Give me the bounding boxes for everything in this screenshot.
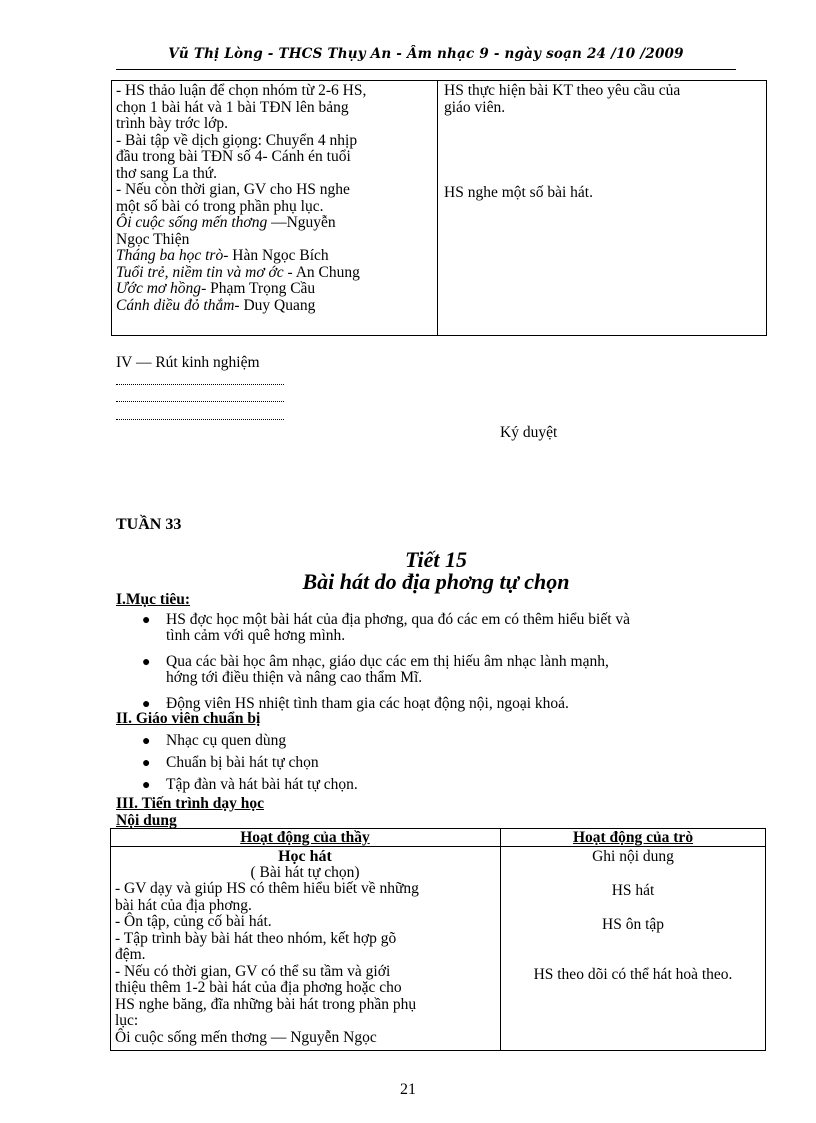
song-title: Tháng ba học trò (116, 247, 224, 264)
teacher-activity-line: thơ sang La thứ. (116, 164, 217, 182)
song-title: Ôi cuộc sống mến thơng (116, 214, 268, 231)
bullet-icon: ● (142, 778, 151, 793)
process-teacher-cell (115, 881, 499, 1046)
student-activity: Ghi nội dung (592, 848, 674, 865)
teacher-activity-line: đầu trong bài TĐN số 4- Cánh én tuổi (116, 148, 351, 165)
top-table-teacher-cell (116, 83, 434, 314)
teacher-activity-line: - Nếu có thời gian, GV có thể su tầm và giới (115, 962, 391, 980)
header-rule (116, 69, 736, 70)
process-subheading: Nội dung (116, 812, 177, 829)
teacher-activity-line: HS nghe băng, đĩa những bài hát trong phần phụ (115, 995, 417, 1013)
teacher-activity-line: bài hát của địa phơng. (115, 896, 252, 914)
student-activity-line: giáo viên. (444, 98, 506, 116)
teacher-activity-line: trình bày trớc lớp. (116, 115, 228, 132)
objective-item: ● Động viên HS nhiệt tình tham gia các hoạt động nội, ngoại khoá. (142, 695, 569, 712)
song-line (116, 215, 434, 232)
page-header: Vũ Thị Lòng - THCS Thụy An - Âm nhạc 9 - ngày soạn 24 /10 /2009 (168, 46, 684, 62)
review-heading: IV — Rút kinh nghiệm (116, 354, 260, 371)
song-author: - Duy Quang (234, 296, 316, 314)
activity-subtitle: ( Bài hát tự chọn) (250, 864, 360, 881)
teacher-activity-line: - Bài tập về dịch giọng: Chuyển 4 nhịp (116, 131, 358, 149)
top-table-student-cell-1 (444, 83, 762, 116)
objective-item: ● HS đợc học một bài hát của địa phơng, qua đó các em có thêm hiểu biết và tình cảm với quê hơng mình. (142, 611, 631, 644)
process-heading: III. Tiến trình dạy học (116, 795, 265, 812)
week-label: TUẦN 33 (116, 516, 182, 533)
bullet-icon: ● (142, 655, 151, 670)
teacher-activity-line: chọn 1 bài hát và 1 bài TĐN lên bảng (116, 98, 349, 116)
teacher-activity-line: - GV dạy và giúp HS có thêm hiểu biết về những (115, 880, 419, 897)
student-activity-line: HS nghe một số bài hát. (444, 184, 593, 201)
review-dotted-line (116, 401, 284, 402)
teacher-activity-line: - Nếu còn thời gian, GV cho HS nghe (116, 181, 350, 198)
song-line (116, 232, 434, 249)
song-line (116, 248, 434, 265)
bullet-icon: ● (142, 756, 151, 771)
song-title: Ước mơ hồng (116, 280, 202, 297)
teacher-activity-line: đệm. (115, 946, 146, 963)
teacher-activity-line: - Tập trình bày bài hát theo nhóm, kết hợp gõ (115, 929, 397, 947)
top-table-divider (437, 80, 438, 336)
review-dotted-line (116, 419, 284, 420)
bullet-icon: ● (142, 613, 151, 628)
objective-item: ● Qua các bài học âm nhạc, giáo dục các em thị hiếu âm nhạc lành mạnh, hớng tới điều thiện và nâng cao thẩm Mĩ. (142, 653, 609, 686)
top-table-student-cell-2 (444, 185, 762, 202)
teacher-activity-line: lục: (115, 1012, 139, 1029)
song-line (116, 298, 434, 315)
song-author: —Nguyễn (267, 214, 336, 231)
preparation-item: ● Chuẩn bị bài hát tự chọn (142, 754, 319, 771)
song-line (116, 265, 434, 282)
song-title: Cánh diều đỏ thắm (116, 296, 235, 314)
teacher-activity-line: - Ôn tập, củng cố bài hát. (115, 913, 272, 930)
teacher-activity-line: thiệu thêm 1-2 bài hát của địa phơng hoặc cho (115, 979, 402, 996)
approval-label: Ký duyệt (500, 424, 558, 441)
song-author: - Phạm Trọng Cầu (201, 280, 316, 297)
bullet-icon: ● (142, 697, 151, 712)
column-header-student: Hoạt động của trò (572, 829, 694, 846)
process-table-header-rule (110, 846, 766, 847)
review-dotted-line (116, 384, 284, 385)
lesson-period: Tiết 15 (404, 547, 468, 572)
objectives-heading: I.Mục tiêu: (116, 591, 191, 608)
song-author: - An Chung (283, 263, 360, 281)
teacher-activity-line: - HS thảo luận để chọn nhóm từ 2-6 HS, (116, 82, 367, 99)
bullet-icon: ● (142, 734, 151, 749)
column-header-teacher: Hoạt động của thầy (240, 829, 370, 846)
song-author: - Hàn Ngọc Bích (223, 247, 329, 264)
page-number: 21 (400, 1081, 416, 1098)
preparation-item: ● Tập đàn và hát bài hát tự chọn. (142, 776, 358, 793)
activity-title: Học hát (278, 848, 332, 865)
preparation-list (140, 733, 760, 793)
student-activity-line: HS thực hiện bài KT theo yêu cầu của (444, 82, 681, 99)
song-author: Ngọc Thiện (116, 230, 190, 248)
student-activity: HS hát (611, 882, 655, 899)
student-activity: HS theo dõi có thể hát hoà theo. (533, 966, 733, 983)
teacher-activity-line: Ôi cuộc sống mến thơng — Nguyễn Ngọc (115, 1028, 377, 1046)
preparation-heading: II. Giáo viên chuẩn bị (116, 710, 261, 727)
song-title: Tuổi trẻ, niềm tin và mơ ớc (116, 263, 284, 281)
objectives-list (140, 612, 760, 712)
teacher-activity-line: một số bài có trong phần phụ lục. (116, 197, 324, 215)
song-line (116, 281, 434, 298)
student-activity: HS ôn tập (602, 916, 664, 933)
lesson-title: Bài hát do địa phơng tự chọn (302, 569, 570, 594)
preparation-item: ● Nhạc cụ quen dùng (142, 732, 287, 749)
